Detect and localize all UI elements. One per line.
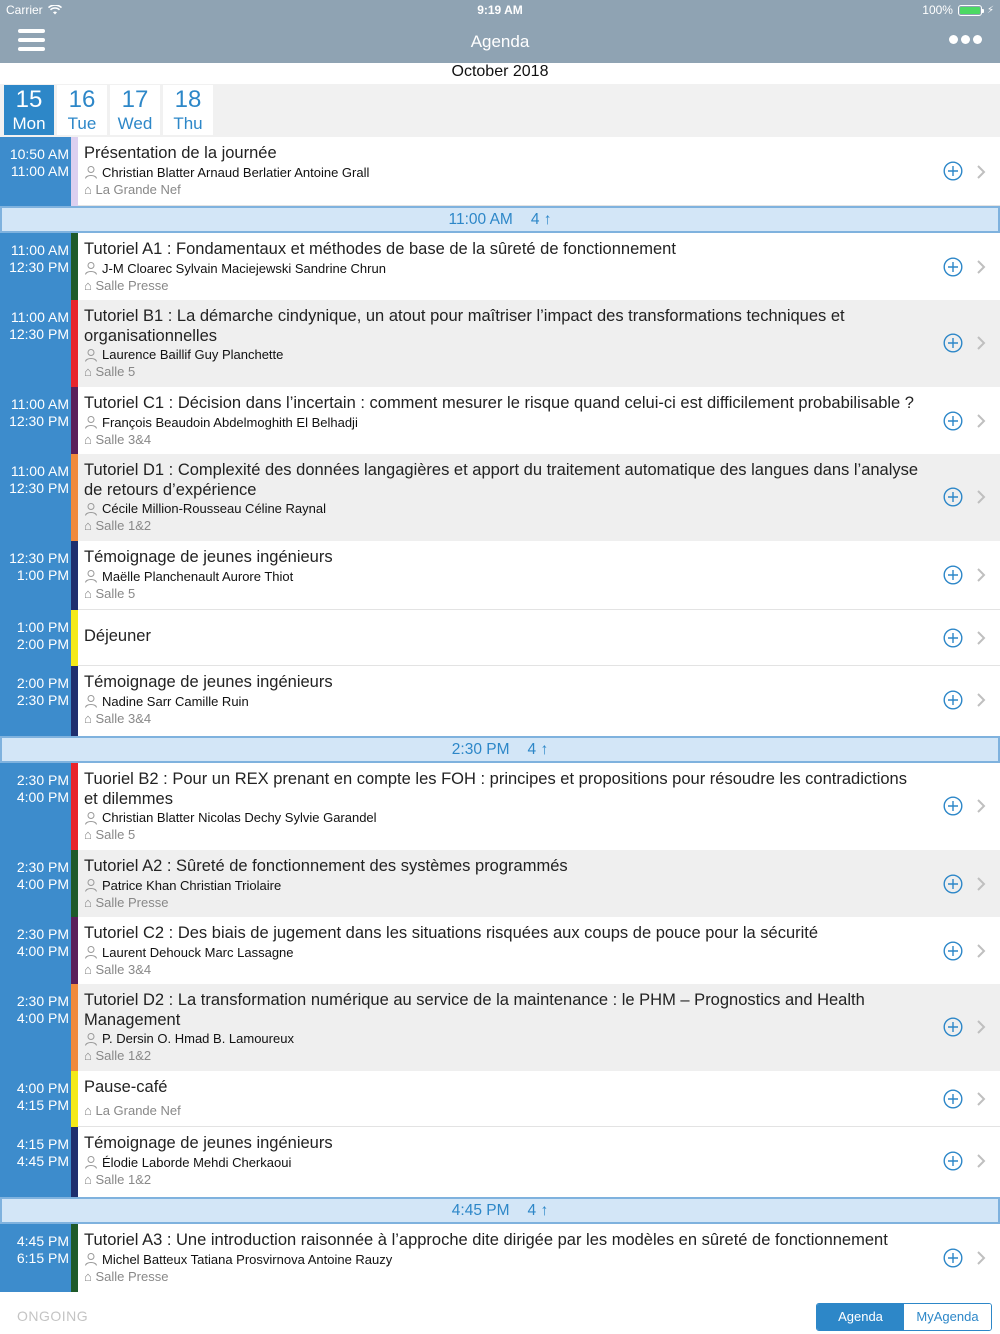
person-icon	[84, 1252, 98, 1266]
agenda-list	[0, 137, 1000, 1292]
segment-myagenda[interactable]: MyAgenda	[904, 1304, 991, 1330]
session-speakers: François Beaudoin Abdelmoghith El Belhadji	[84, 414, 920, 431]
person-icon	[84, 1155, 98, 1169]
person-icon	[84, 811, 98, 825]
session-row[interactable]	[0, 1127, 1000, 1197]
session-speakers: Nadine Sarr Camille Ruin	[84, 693, 920, 710]
session-time: 2:30 PM 4:00 PM	[0, 984, 71, 1071]
session-speakers: P. Dersin O. Hmad B. Lamoureux	[84, 1030, 920, 1047]
status-bar	[0, 0, 1000, 20]
agenda-segmented-control	[816, 1303, 992, 1331]
chevron-right-icon[interactable]	[975, 1091, 987, 1107]
chevron-right-icon[interactable]	[975, 630, 987, 646]
time-group-header[interactable]: 4:45 PM 4 ↑	[0, 1197, 1000, 1224]
add-to-myagenda-icon[interactable]	[943, 1248, 963, 1268]
session-time: 2:00 PM 2:30 PM	[0, 666, 71, 736]
day-tab-17[interactable]: 17 Wed	[110, 85, 160, 135]
bottom-bar	[0, 1298, 1000, 1334]
add-to-myagenda-icon[interactable]	[943, 487, 963, 507]
session-time: 4:15 PM 4:45 PM	[0, 1127, 71, 1197]
session-speakers: Laurent Dehouck Marc Lassagne	[84, 944, 920, 961]
session-title: Tutoriel A2 : Sûreté de fonctionnement des systèmes programmés	[84, 857, 568, 875]
session-time: 11:00 AM 12:30 PM	[0, 454, 71, 541]
session-row[interactable]	[0, 1224, 1000, 1292]
add-to-myagenda-icon[interactable]	[943, 565, 963, 585]
session-speakers: Michel Batteux Tatiana Prosvirnova Antoine Rauzy	[84, 1251, 920, 1268]
session-row[interactable]	[0, 387, 1000, 454]
chevron-right-icon[interactable]	[975, 413, 987, 429]
track-stripe	[71, 233, 78, 300]
group-count: 4 ↑	[530, 211, 552, 228]
session-speakers: Laurence Baillif Guy Planchette	[84, 346, 920, 363]
group-count: 4 ↑	[527, 1202, 549, 1219]
person-icon	[84, 261, 98, 275]
session-title: Tutoriel D2 : La transformation numérique au service de la maintenance : le PHM – Prognostics and Health Management	[84, 991, 865, 1029]
track-stripe	[71, 850, 78, 917]
session-time: 2:30 PM 4:00 PM	[0, 763, 71, 850]
session-time: 11:00 AM 12:30 PM	[0, 387, 71, 454]
person-icon	[84, 348, 98, 362]
session-time: 10:50 AM 11:00 AM	[0, 137, 71, 206]
session-title: Tutoriel C2 : Des biais de jugement dans les situations risquées aux coups de pouce pour la sécurité	[84, 924, 819, 942]
session-speakers: Patrice Khan Christian Triolaire	[84, 877, 920, 894]
battery-percent: 100%	[922, 3, 953, 17]
month-label: October 2018	[451, 63, 549, 80]
session-time: 12:30 PM 1:00 PM	[0, 541, 71, 610]
session-speakers: Maëlle Planchenault Aurore Thiot	[84, 568, 920, 585]
chevron-right-icon[interactable]	[975, 489, 987, 505]
clock: 9:19 AM	[477, 3, 523, 17]
time-group-header[interactable]: 2:30 PM 4 ↑	[0, 736, 1000, 763]
track-stripe	[71, 763, 78, 850]
add-to-myagenda-icon[interactable]	[943, 411, 963, 431]
add-to-myagenda-icon[interactable]	[943, 161, 963, 181]
add-to-myagenda-icon[interactable]	[943, 628, 963, 648]
session-title: Tutoriel B1 : La démarche cindynique, un atout pour maîtriser l’impact des transformations techniques et organisationnelles	[84, 307, 845, 345]
session-row[interactable]	[0, 610, 1000, 666]
session-speakers: Élodie Laborde Mehdi Cherkaoui	[84, 1154, 920, 1171]
session-room: ⌂ Salle 5	[84, 585, 136, 601]
session-room: ⌂ Salle 3&4	[84, 431, 152, 447]
track-stripe	[71, 1224, 78, 1292]
track-stripe	[71, 300, 78, 387]
person-icon	[84, 415, 98, 429]
session-title: Tutoriel A3 : Une introduction raisonnée à l’approche dite dirigée par les modèles en sûreté de fonctionnement	[84, 1231, 888, 1249]
session-time: 1:00 PM 2:00 PM	[0, 610, 71, 666]
session-room: ⌂ Salle 5	[84, 364, 136, 379]
session-row[interactable]	[0, 454, 1000, 541]
session-room: ⌂ Salle 1&2	[84, 1048, 152, 1063]
session-row[interactable]	[0, 984, 1000, 1071]
session-title: Tutoriel D1 : Complexité des données langagières et apport du traitement automatique des langues dans l’analyse de retours d’expérience	[84, 461, 919, 499]
session-title: Tutoriel A1 : Fondamentaux et méthodes de base de la sûreté de fonctionnement	[84, 240, 676, 258]
session-room: ⌂ Salle Presse	[84, 1268, 169, 1284]
track-stripe	[71, 984, 78, 1071]
session-title: Pause-café	[84, 1078, 168, 1096]
person-icon	[84, 694, 98, 708]
session-time: 4:45 PM 6:15 PM	[0, 1224, 71, 1292]
time-group-header[interactable]: 11:00 AM 4 ↑	[0, 206, 1000, 233]
add-to-myagenda-icon[interactable]	[943, 257, 963, 277]
session-title: Déjeuner	[84, 627, 151, 645]
session-room: ⌂ Salle 3&4	[84, 961, 152, 977]
ongoing-button[interactable]: ONGOING	[17, 1308, 89, 1324]
chevron-right-icon[interactable]	[975, 567, 987, 583]
chevron-right-icon[interactable]	[975, 798, 987, 814]
session-room: ⌂ Salle 1&2	[84, 518, 152, 533]
session-row[interactable]	[0, 541, 1000, 610]
charging-icon: ⚡	[986, 4, 994, 16]
battery-icon	[958, 5, 982, 16]
segment-agenda[interactable]: Agenda	[817, 1304, 904, 1330]
more-options-icon[interactable]	[949, 35, 982, 44]
chevron-right-icon[interactable]	[975, 259, 987, 275]
session-row[interactable]	[0, 233, 1000, 300]
add-to-myagenda-icon[interactable]	[943, 1017, 963, 1037]
chevron-right-icon[interactable]	[975, 1250, 987, 1266]
session-title: Témoignage de jeunes ingénieurs	[84, 548, 333, 566]
track-stripe	[71, 1127, 78, 1197]
session-time: 11:00 AM 12:30 PM	[0, 300, 71, 387]
track-stripe	[71, 541, 78, 610]
add-to-myagenda-icon[interactable]	[943, 796, 963, 816]
session-room: ⌂ Salle 5	[84, 827, 136, 842]
day-tab-15[interactable]: 15 Mon	[4, 85, 54, 135]
person-icon	[84, 165, 98, 179]
session-title: Présentation de la journée	[84, 144, 277, 162]
session-room: ⌂ Salle 1&2	[84, 1171, 152, 1187]
session-time: 2:30 PM 4:00 PM	[0, 850, 71, 917]
carrier-label: Carrier	[6, 3, 43, 17]
session-time: 2:30 PM 4:00 PM	[0, 917, 71, 984]
session-speakers: Christian Blatter Arnaud Berlatier Antoine Grall	[84, 164, 920, 181]
navigation-bar	[0, 20, 1000, 63]
session-speakers: J-M Cloarec Sylvain Maciejewski Sandrine Chrun	[84, 260, 920, 277]
chevron-right-icon[interactable]	[975, 692, 987, 708]
add-to-myagenda-icon[interactable]	[943, 333, 963, 353]
chevron-right-icon[interactable]	[975, 1019, 987, 1035]
group-count: 4 ↑	[527, 741, 549, 758]
session-room: ⌂ La Grande Nef	[84, 1102, 181, 1118]
page-title: Agenda	[470, 32, 530, 51]
track-stripe	[71, 454, 78, 541]
session-row[interactable]	[0, 850, 1000, 917]
chevron-right-icon[interactable]	[975, 876, 987, 892]
session-title: Tuoriel B2 : Pour un REX prenant en compte les FOH : principes et propositions pour résoudre les contradictions et dilemmes	[84, 770, 907, 808]
person-icon	[84, 1032, 98, 1046]
session-title: Tutoriel C1 : Décision dans l’incertain : comment mesurer le risque quand celui-ci est difficilement probabilisable ?	[84, 394, 914, 412]
session-time: 4:00 PM 4:15 PM	[0, 1071, 71, 1127]
session-room: ⌂ Salle Presse	[84, 894, 169, 910]
person-icon	[84, 502, 98, 516]
day-tab-18[interactable]: 18 Thu	[163, 85, 213, 135]
track-stripe	[71, 1071, 78, 1127]
session-time: 11:00 AM 12:30 PM	[0, 233, 71, 300]
add-to-myagenda-icon[interactable]	[943, 690, 963, 710]
chevron-right-icon[interactable]	[975, 335, 987, 351]
session-row[interactable]	[0, 137, 1000, 206]
add-to-myagenda-icon[interactable]	[943, 941, 963, 961]
add-to-myagenda-icon[interactable]	[943, 1089, 963, 1109]
session-room: ⌂ Salle Presse	[84, 277, 169, 293]
session-speakers: Cécile Million-Rousseau Céline Raynal	[84, 500, 920, 517]
track-stripe	[71, 610, 78, 666]
session-title: Témoignage de jeunes ingénieurs	[84, 1134, 333, 1152]
track-stripe	[71, 666, 78, 736]
session-speakers: Christian Blatter Nicolas Dechy Sylvie Garandel	[84, 809, 920, 826]
chevron-right-icon[interactable]	[975, 1153, 987, 1169]
session-row[interactable]	[0, 666, 1000, 736]
track-stripe	[71, 917, 78, 984]
session-row[interactable]	[0, 763, 1000, 850]
day-selector	[0, 84, 1000, 137]
session-title: Témoignage de jeunes ingénieurs	[84, 673, 333, 691]
add-to-myagenda-icon[interactable]	[943, 874, 963, 894]
session-room: ⌂ La Grande Nef	[84, 181, 181, 197]
day-tab-16[interactable]: 16 Tue	[57, 85, 107, 135]
add-to-myagenda-icon[interactable]	[943, 1151, 963, 1171]
chevron-right-icon[interactable]	[975, 943, 987, 959]
session-row[interactable]	[0, 1071, 1000, 1127]
session-row[interactable]	[0, 917, 1000, 984]
session-room: ⌂ Salle 3&4	[84, 710, 152, 726]
track-stripe	[71, 387, 78, 454]
chevron-right-icon[interactable]	[975, 164, 987, 180]
person-icon	[84, 878, 98, 892]
person-icon	[84, 569, 98, 583]
track-stripe	[71, 137, 78, 206]
person-icon	[84, 945, 98, 959]
session-row[interactable]	[0, 300, 1000, 387]
